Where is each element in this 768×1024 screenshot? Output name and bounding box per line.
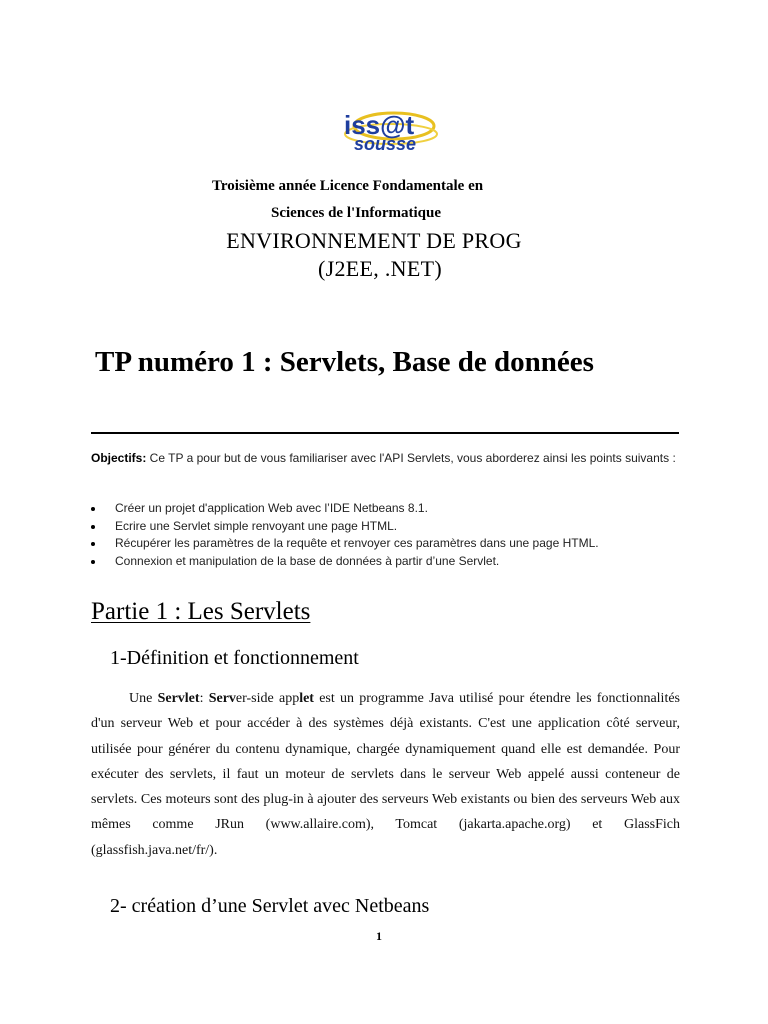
header-line-2: Sciences de l'Informatique bbox=[271, 205, 441, 221]
servlet-term: Servlet bbox=[157, 691, 200, 706]
definition-paragraph: Une Servlet: Server-side applet est un programme Java utilisé pour étendre les fonctionnalités d'un serveur Web et pour accéder à des systèmes déjà existants. C'est une application côté serveur, utilisée pour générer du contenu dynamique, chargée dynamiquement quand elle est demandée. Pour exécuter des servlets, il faut un moteur de servlets dans le serveur Web appelé aussi conteneur de servlets. Ces moteurs sont des plug-in à ajouter des serveurs Web existants ou bien des serveurs Web aux mêmes comme JRun (www.allaire.com), Tomcat (jakarta.apache.org) et GlassFich (glassfish.java.net/fr/). bbox=[91, 691, 680, 858]
section-1-heading: 1-Définition et fonctionnement bbox=[110, 647, 359, 669]
objectives-label: Objectifs: bbox=[91, 451, 147, 465]
bullet-icon bbox=[91, 525, 95, 529]
course-title-line-2: (J2EE, .NET) bbox=[318, 256, 442, 281]
part-1-heading: Partie 1 : Les Servlets bbox=[91, 598, 311, 625]
tp-title: TP numéro 1 : Servlets, Base de données bbox=[95, 346, 594, 378]
section-2-heading: 2- création d’une Servlet avec Netbeans bbox=[110, 895, 430, 917]
objectives-list bbox=[91, 500, 691, 570]
bullet-icon bbox=[91, 507, 95, 511]
list-item: Ecrire une Servlet simple renvoyant une page HTML. bbox=[91, 518, 691, 536]
svg-text:iss@t: iss@t bbox=[344, 110, 415, 140]
logo-graphic bbox=[336, 104, 446, 156]
course-title-line-1: ENVIRONNEMENT DE PROG bbox=[226, 228, 522, 253]
page-number: 1 bbox=[376, 929, 382, 943]
header-line-1: Troisième année Licence Fondamentale en bbox=[212, 178, 484, 194]
objectives-text: Ce TP a pour but de vous familiariser avec l'API Servlets, vous aborderez ainsi les points suivants : bbox=[146, 451, 676, 465]
bullet-icon bbox=[91, 542, 95, 546]
list-item: Connexion et manipulation de la base de données à partir d’une Servlet. bbox=[91, 553, 691, 571]
horizontal-rule bbox=[91, 432, 679, 434]
list-item: Récupérer les paramètres de la requête et renvoyer ces paramètres dans une page HTML. bbox=[91, 535, 691, 553]
list-item: Créer un projet d'application Web avec l’IDE Netbeans 8.1. bbox=[91, 500, 691, 518]
bullet-icon bbox=[91, 560, 95, 564]
svg-text:sousse: sousse bbox=[354, 134, 417, 154]
issat-sousse-logo bbox=[336, 104, 446, 156]
objectives-paragraph bbox=[91, 451, 681, 465]
